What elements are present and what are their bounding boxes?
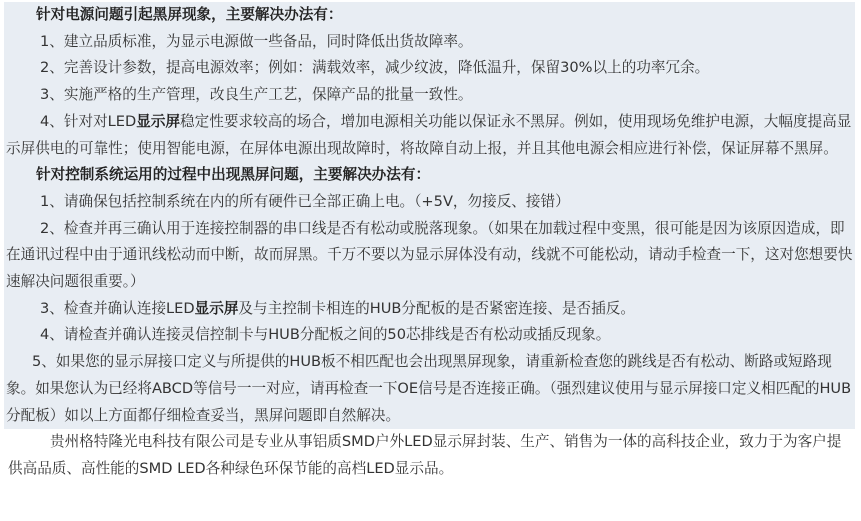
company-footer [4,429,855,482]
item4-prefix: 4、针对对LED [40,112,137,130]
section2-heading: 针对控制系统运用的过程中出现黑屏问题，主要解决办法有： [36,166,431,184]
item3-keyword: 显示屏 [194,299,239,317]
company-description: 贵州格特隆光电科技有限公司是专业从事铝质SMD户外LED显示屏封装、生产、销售为一体的高科技企业，致力于为客户提供高品质、高性能的SMD LED各种绿色环保节能的高档LED显示品。 [8,433,842,477]
section2-item-1: 1、请确保包括控制系统在内的所有硬件已全部正确上电。（+5V，勿接反、接错） [40,192,570,210]
section2-item-3 [6,296,853,323]
section1-heading: 针对电源问题引起黑屏现象，主要解决办法有： [36,6,343,23]
section2-item-2: 2、检查并再三确认用于连接控制器的串口线是否有松动或脱落现象。（如果在加载过程中变黑，很可能是因为该原因造成，即在通讯过程中由于通讯线松动而中断，故而屏黑。千万不要以为显示屏体没有动，线就不可能松动，请动手检查一下，这对您想要快速解决问题很重要。） [6,219,853,291]
item3-prefix: 3、检查并确认连接LED [40,299,195,317]
section1-item-4 [6,109,853,162]
section2-item-4: 4、请检查并确认连接灵信控制卡与HUB分配板之间的50芯排线是否有松动或插反现象。 [40,326,611,344]
article-body [4,2,855,429]
section2-item-5: 5、如果您的显示屏接口定义与所提供的HUB板不相匹配也会出现黑屏现象，请重新检查您的跳线是否有松动、断路或短路现象。如果您认为已经将ABCD等信号一一对应，请再检查一下OE信号是否连接正确。（强烈建议使用与显示屏接口定义相匹配的HUB分配板）如以上方面都仔细检查妥当，黑屏问题即自然解决。 [6,353,852,424]
section1-item-3: 3、实施严格的生产管理，改良生产工艺，保障产品的批量一致性。 [40,86,473,104]
item3-rest: 及与主控制卡相连的HUB分配板的是否紧密连接、是否插反。 [238,299,635,317]
item4-rest: 稳定性要求较高的场合，增加电源相关功能以保证永不黑屏。例如，使用现场免维护电源，大幅度提高显示屏供电的可靠性；使用智能电源，在屏体电源出现故障时，将故障自动上报，并且其他电源会相应进行补偿，保证屏幕不黑屏。 [6,112,852,157]
section1-item-1: 1、建立品质标准，为显示电源做一些备品，同时降低出货故障率。 [40,32,473,50]
item4-keyword: 显示屏 [136,112,181,130]
section1-item-2: 2、完善设计参数，提高电源效率；例如：满载效率，减少纹波，降低温升，保留30%以上的功率冗余。 [40,59,710,77]
